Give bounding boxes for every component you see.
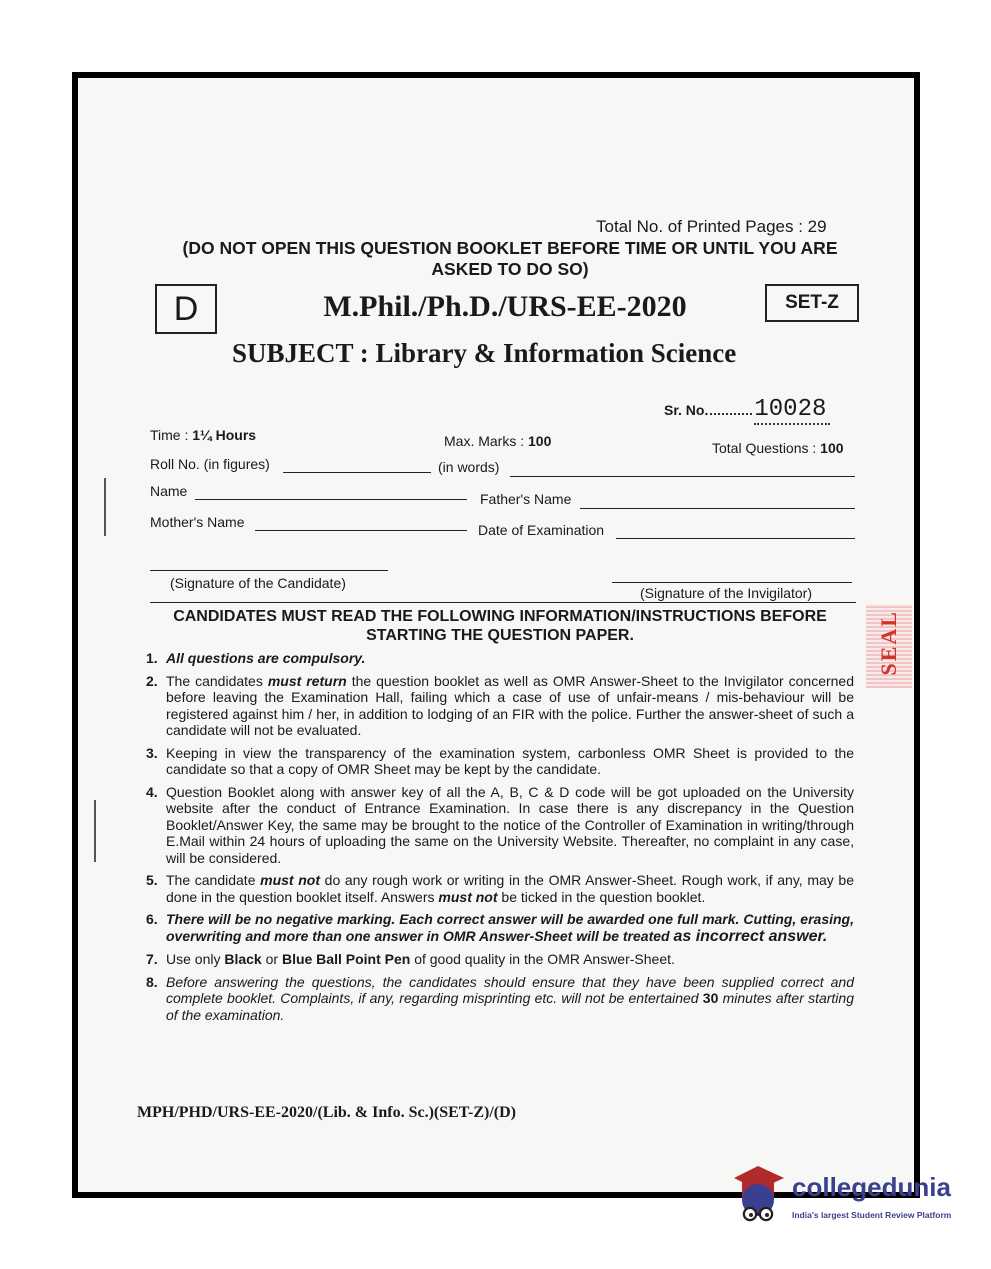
max-marks-field	[444, 433, 551, 449]
instruction-text: Keeping in view the transparency of the examination system, carbonless OMR Sheet is provided to the candidate so that a copy of OMR Sheet may be kept by the candidate.	[166, 744, 854, 777]
text-run: do any rough work or writing in the OMR Answer-Sheet. Rough work, if any, may be done in the question booklet itself. Answers	[166, 872, 854, 905]
time-field	[150, 427, 256, 443]
text-run: Before answering the questions, the candidates should ensure that they have been supplied correct and complete booklet. Complaints, if any, regarding misprinting etc. will not be entertained	[166, 973, 854, 1006]
instruction-text	[166, 911, 854, 945]
total-questions-value: 100	[820, 440, 844, 456]
text-run-emphasis: must not	[260, 872, 321, 888]
instruction-num: 2.	[146, 672, 158, 689]
instructions-list	[146, 650, 854, 1029]
instruction-text: Question Booklet along with answer key of all the A, B, C & D code will be got uploaded on the University website after the conduct of Entrance Examination. In case there is any discrepancy in the Question Booklet/Answer Key, the same may be brought to the notice of the Controller of Examination in writing/through E.Mail within 24 hours of uploading the same on the University Website. Thereafter, no complaint in any case, will be considered.	[166, 783, 854, 866]
text-run: be ticked in the question booklet.	[497, 888, 706, 905]
instruction-num: 4.	[146, 783, 158, 800]
text-run: Use only	[166, 951, 225, 967]
text-run: The candidate	[166, 872, 261, 888]
date-exam-label: Date of Examination	[478, 522, 605, 538]
exam-title: M.Phil./Ph.D./URS-EE-2020	[323, 290, 687, 323]
margin-pencil-mark	[94, 800, 96, 862]
candidate-signature-label: (Signature of the Candidate)	[170, 575, 346, 591]
text-run-emphasis: Black	[224, 951, 262, 967]
text-run: the question booklet as well as OMR Answer-Sheet to the Invigilator concerned before leaving the Examination Hall, failing which a case of use of unfair-means / mis-behaviour will be registered against him / her, in addition to lodging of an FIR with the police. Further the answer-sheet of such a candidate will not be evaluated.	[166, 672, 854, 738]
total-questions-label: Total Questions :	[712, 440, 821, 456]
total-questions-field	[712, 440, 844, 456]
instruction-5	[146, 872, 854, 905]
max-marks-value: 100	[528, 433, 552, 449]
graduate-logo-icon	[728, 1160, 790, 1230]
booklet-code-box: D	[155, 284, 217, 334]
footer-code: MPH/PHD/URS-EE-2020/(Lib. & Info. Sc.)(SET-Z)/(D)	[137, 1104, 516, 1121]
set-label-box: SET-Z	[765, 284, 859, 322]
time-value: 1¼ Hours	[192, 427, 257, 443]
text-run-emphasis: 30	[702, 990, 719, 1006]
instruction-text: All questions are compulsory.	[166, 650, 366, 666]
instructions-heading: CANDIDATES MUST READ THE FOLLOWING INFORMATION/INSTRUCTIONS BEFORE STARTING THE QUESTION PAPER.	[173, 608, 827, 644]
margin-pencil-mark	[104, 478, 106, 536]
instruction-text	[166, 673, 854, 739]
candidate-signature-line	[150, 570, 388, 571]
serial-dots	[710, 413, 752, 415]
date-exam-line	[616, 538, 855, 539]
time-label: Time :	[150, 427, 193, 443]
max-marks-label: Max. Marks :	[444, 433, 529, 449]
text-run-emphasis: Blue Ball Point Pen	[281, 951, 411, 967]
text-run-emphasis: as incorrect answer.	[673, 927, 828, 945]
serial-number	[664, 396, 830, 425]
text-run: of good quality in the OMR Answer-Sheet.	[410, 951, 675, 967]
instruction-7	[146, 951, 854, 968]
instruction-num: 5.	[146, 872, 158, 888]
instruction-text	[166, 974, 854, 1024]
brand-tagline: India's largest Student Review Platform	[792, 1210, 952, 1220]
instruction-num: 6.	[146, 911, 158, 927]
name-line	[195, 499, 467, 500]
instruction-num: 1.	[146, 650, 158, 666]
father-name-label: Father's Name	[480, 491, 572, 507]
instruction-6	[146, 911, 854, 945]
seal-text: SEAL	[876, 610, 901, 676]
instruction-3	[146, 745, 854, 778]
divider	[150, 602, 856, 603]
subject-title: SUBJECT : Library & Information Science	[232, 338, 737, 368]
text-run: or	[261, 951, 282, 967]
instruction-4	[146, 784, 854, 867]
instruction-num: 8.	[146, 973, 158, 990]
text-run: minutes after starting of the examination.	[166, 990, 854, 1023]
seal-stamp	[866, 604, 912, 688]
mother-name-label: Mother's Name	[150, 514, 245, 530]
instruction-2	[146, 673, 854, 739]
serial-number-value: 10028	[754, 396, 830, 425]
do-not-open-warning: (DO NOT OPEN THIS QUESTION BOOKLET BEFORE TIME OR UNTIL YOU ARE ASKED TO DO SO)	[182, 238, 838, 279]
brand-name: collegedunia	[792, 1172, 951, 1202]
total-pages: Total No. of Printed Pages : 29	[596, 217, 827, 236]
text-run: The candidates	[166, 672, 268, 689]
roll-words-label: (in words)	[438, 459, 500, 475]
invigilator-signature-line	[612, 582, 852, 583]
father-name-line	[580, 508, 855, 509]
instruction-1	[146, 650, 854, 667]
name-label: Name	[150, 483, 188, 499]
mother-name-line	[255, 530, 467, 531]
instruction-text	[166, 951, 854, 968]
text-run-emphasis: There will be no negative marking. Each correct answer will be awarded one full mark. Cutting, erasing, overwriting and more than one answer in OMR Answer-Sheet will be treated	[166, 911, 854, 944]
instruction-text	[166, 872, 854, 905]
roll-figures-line	[283, 472, 431, 473]
instruction-8	[146, 974, 854, 1024]
text-run-emphasis: must return	[267, 672, 347, 689]
instruction-num: 3.	[146, 744, 158, 761]
serial-number-label: Sr. No.	[664, 402, 709, 418]
instruction-num: 7.	[146, 951, 158, 967]
text-run-emphasis: must not	[438, 888, 498, 905]
roll-words-line	[510, 476, 855, 477]
roll-figures-label: Roll No. (in figures)	[150, 456, 270, 472]
invigilator-signature-label: (Signature of the Invigilator)	[640, 585, 812, 601]
